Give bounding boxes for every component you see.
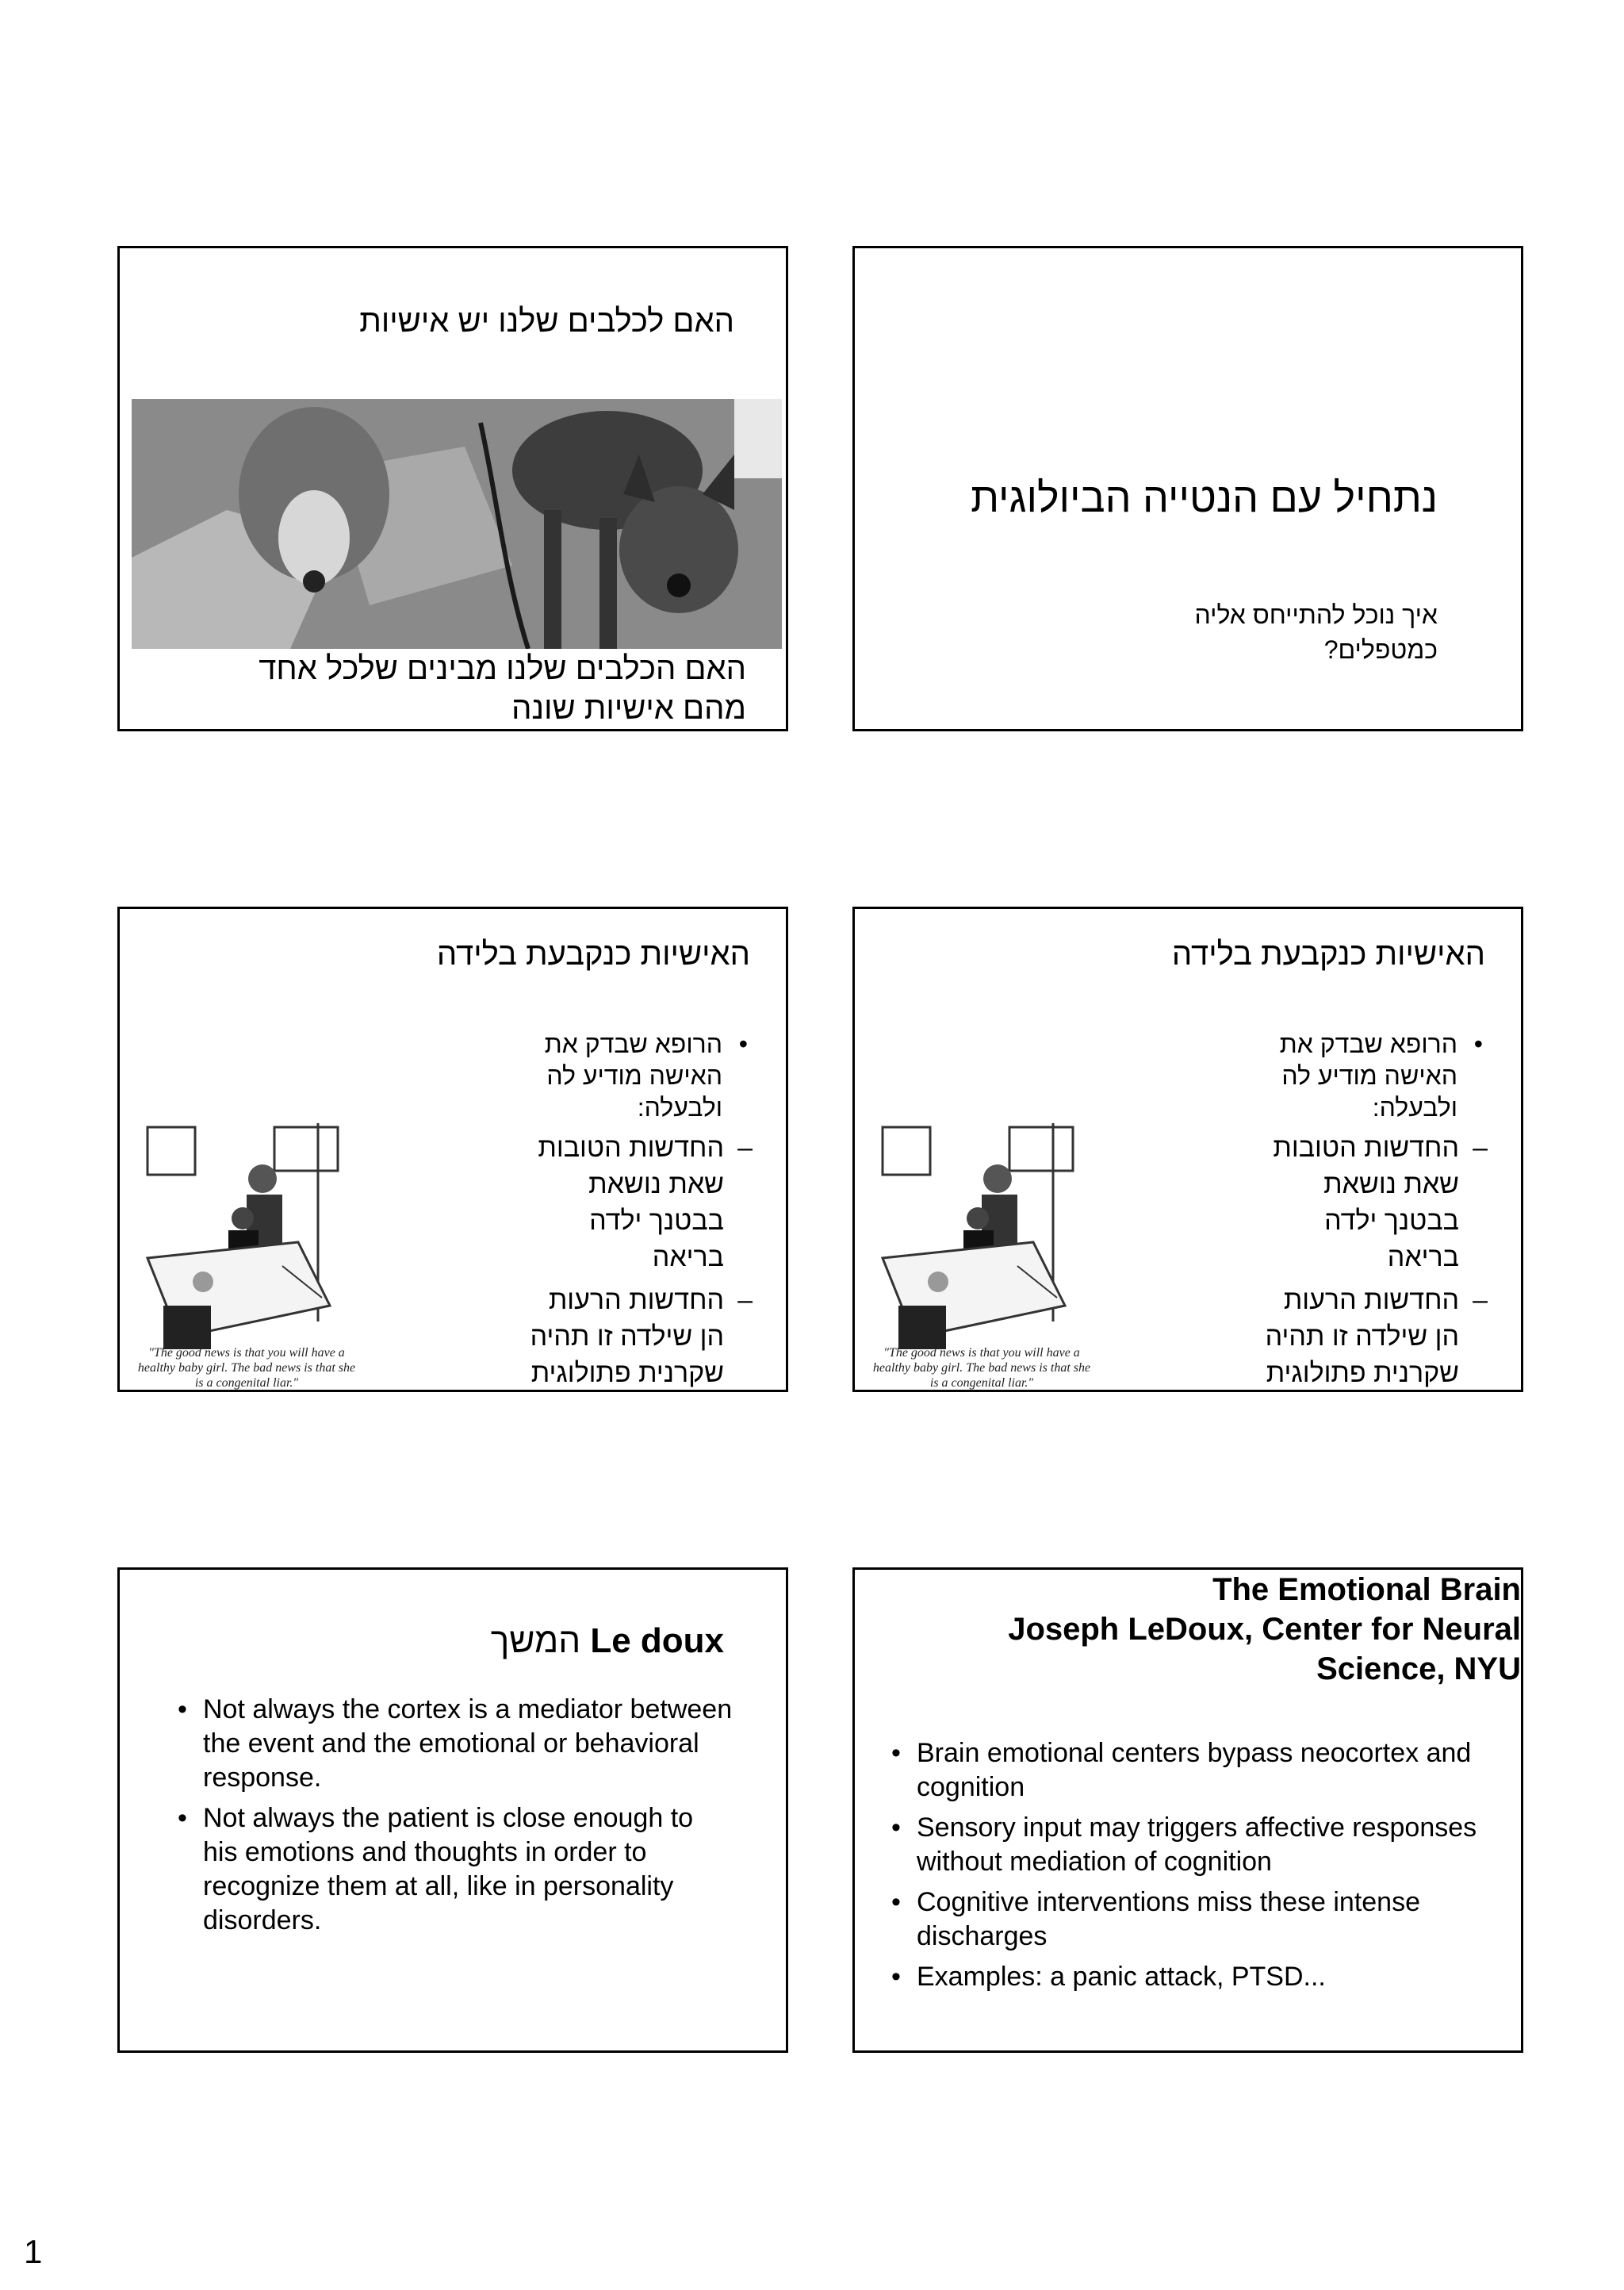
title-hebrew: המשך [490,1621,581,1660]
sub-bullet-item: – החדשות הטובות שאת נושאת בבטנך ילדה בריאה [1257,1130,1488,1275]
slide-dogs [117,246,788,731]
bullet-item: • הרופא שבדק את האישה מודיע לה ולבעלה: [1226,1028,1488,1123]
slide-title [491,1621,724,1661]
slide-personality-birth-2 [852,907,1523,1392]
slide-title: האישיות כנקבעת בלידה [1171,937,1485,972]
dogs-photo [132,399,782,649]
bullet-item: • Cognitive interventions miss these intense discharges [885,1885,1488,1954]
cartoon-caption: "The good news is that you will have a healthy baby girl. The bad news is that she is a congenital liar." [872,1346,1091,1390]
slide-personality-birth-1 [117,907,788,1392]
slide-bullets [491,1028,753,1391]
bullet-item: • Not always the cortex is a mediator between the event and the emotional or behavioral response. [171,1693,734,1795]
sub-bullet-item: – החדשות הרעות הן שילדה זו תהיה שקרנית פתולוגית [522,1282,753,1391]
slide-title: האם לכלבים שלנו יש אישיות [359,304,734,339]
slide-title: נתחיל עם הנטייה הביולוגית [971,475,1438,521]
slide-ledoux [117,1567,788,2053]
slide-bullets [171,1693,734,1944]
page-number: 1 [24,2233,43,2270]
doctor-cartoon [875,1123,1085,1377]
slide-subtitle: איך נוכל להתייחס אליה כמטפלים? [1194,600,1438,664]
slide-bullets [1226,1028,1488,1391]
title-english: Le doux [590,1621,724,1660]
bullet-item: • הרופא שבדק את האישה מודיע לה ולבעלה: [491,1028,753,1123]
sub-bullet-item: – החדשות הרעות הן שילדה זו תהיה שקרנית פתולוגית [1257,1282,1488,1391]
dogs-image [132,399,782,649]
doctor-cartoon [140,1123,350,1377]
bullet-item: • Brain emotional centers bypass neocortex and cognition [885,1736,1488,1805]
cartoon-image [140,1123,350,1377]
slide-title [1008,1570,1521,1689]
title-line: Science, NYU [1316,1651,1521,1686]
title-line: The Emotional Brain [1212,1572,1521,1607]
bullet-item: • Examples: a panic attack, PTSD... [885,1960,1488,1994]
slide-title: האישיות כנקבעת בלידה [436,937,750,972]
slide-emotional-brain [852,1567,1523,2053]
cartoon-image [875,1123,1085,1377]
sub-bullet-item: – החדשות הטובות שאת נושאת בבטנך ילדה בריאה [522,1130,753,1275]
slide-caption: האם הכלבים שלנו מבינים שלכל אחד מהם אישיות שונה [183,649,746,728]
slide-biological [852,246,1523,731]
cartoon-caption: "The good news is that you will have a healthy baby girl. The bad news is that she is a congenital liar." [137,1346,356,1390]
title-line: Joseph LeDoux, Center for Neural [1008,1612,1521,1647]
bullet-item: • Sensory input may triggers affective responses without mediation of cognition [885,1811,1488,1879]
bullet-item: • Not always the patient is close enough to his emotions and thoughts in order to recognize them at all, like in personality disorders. [171,1801,734,1938]
slide-bullets [885,1736,1488,2000]
